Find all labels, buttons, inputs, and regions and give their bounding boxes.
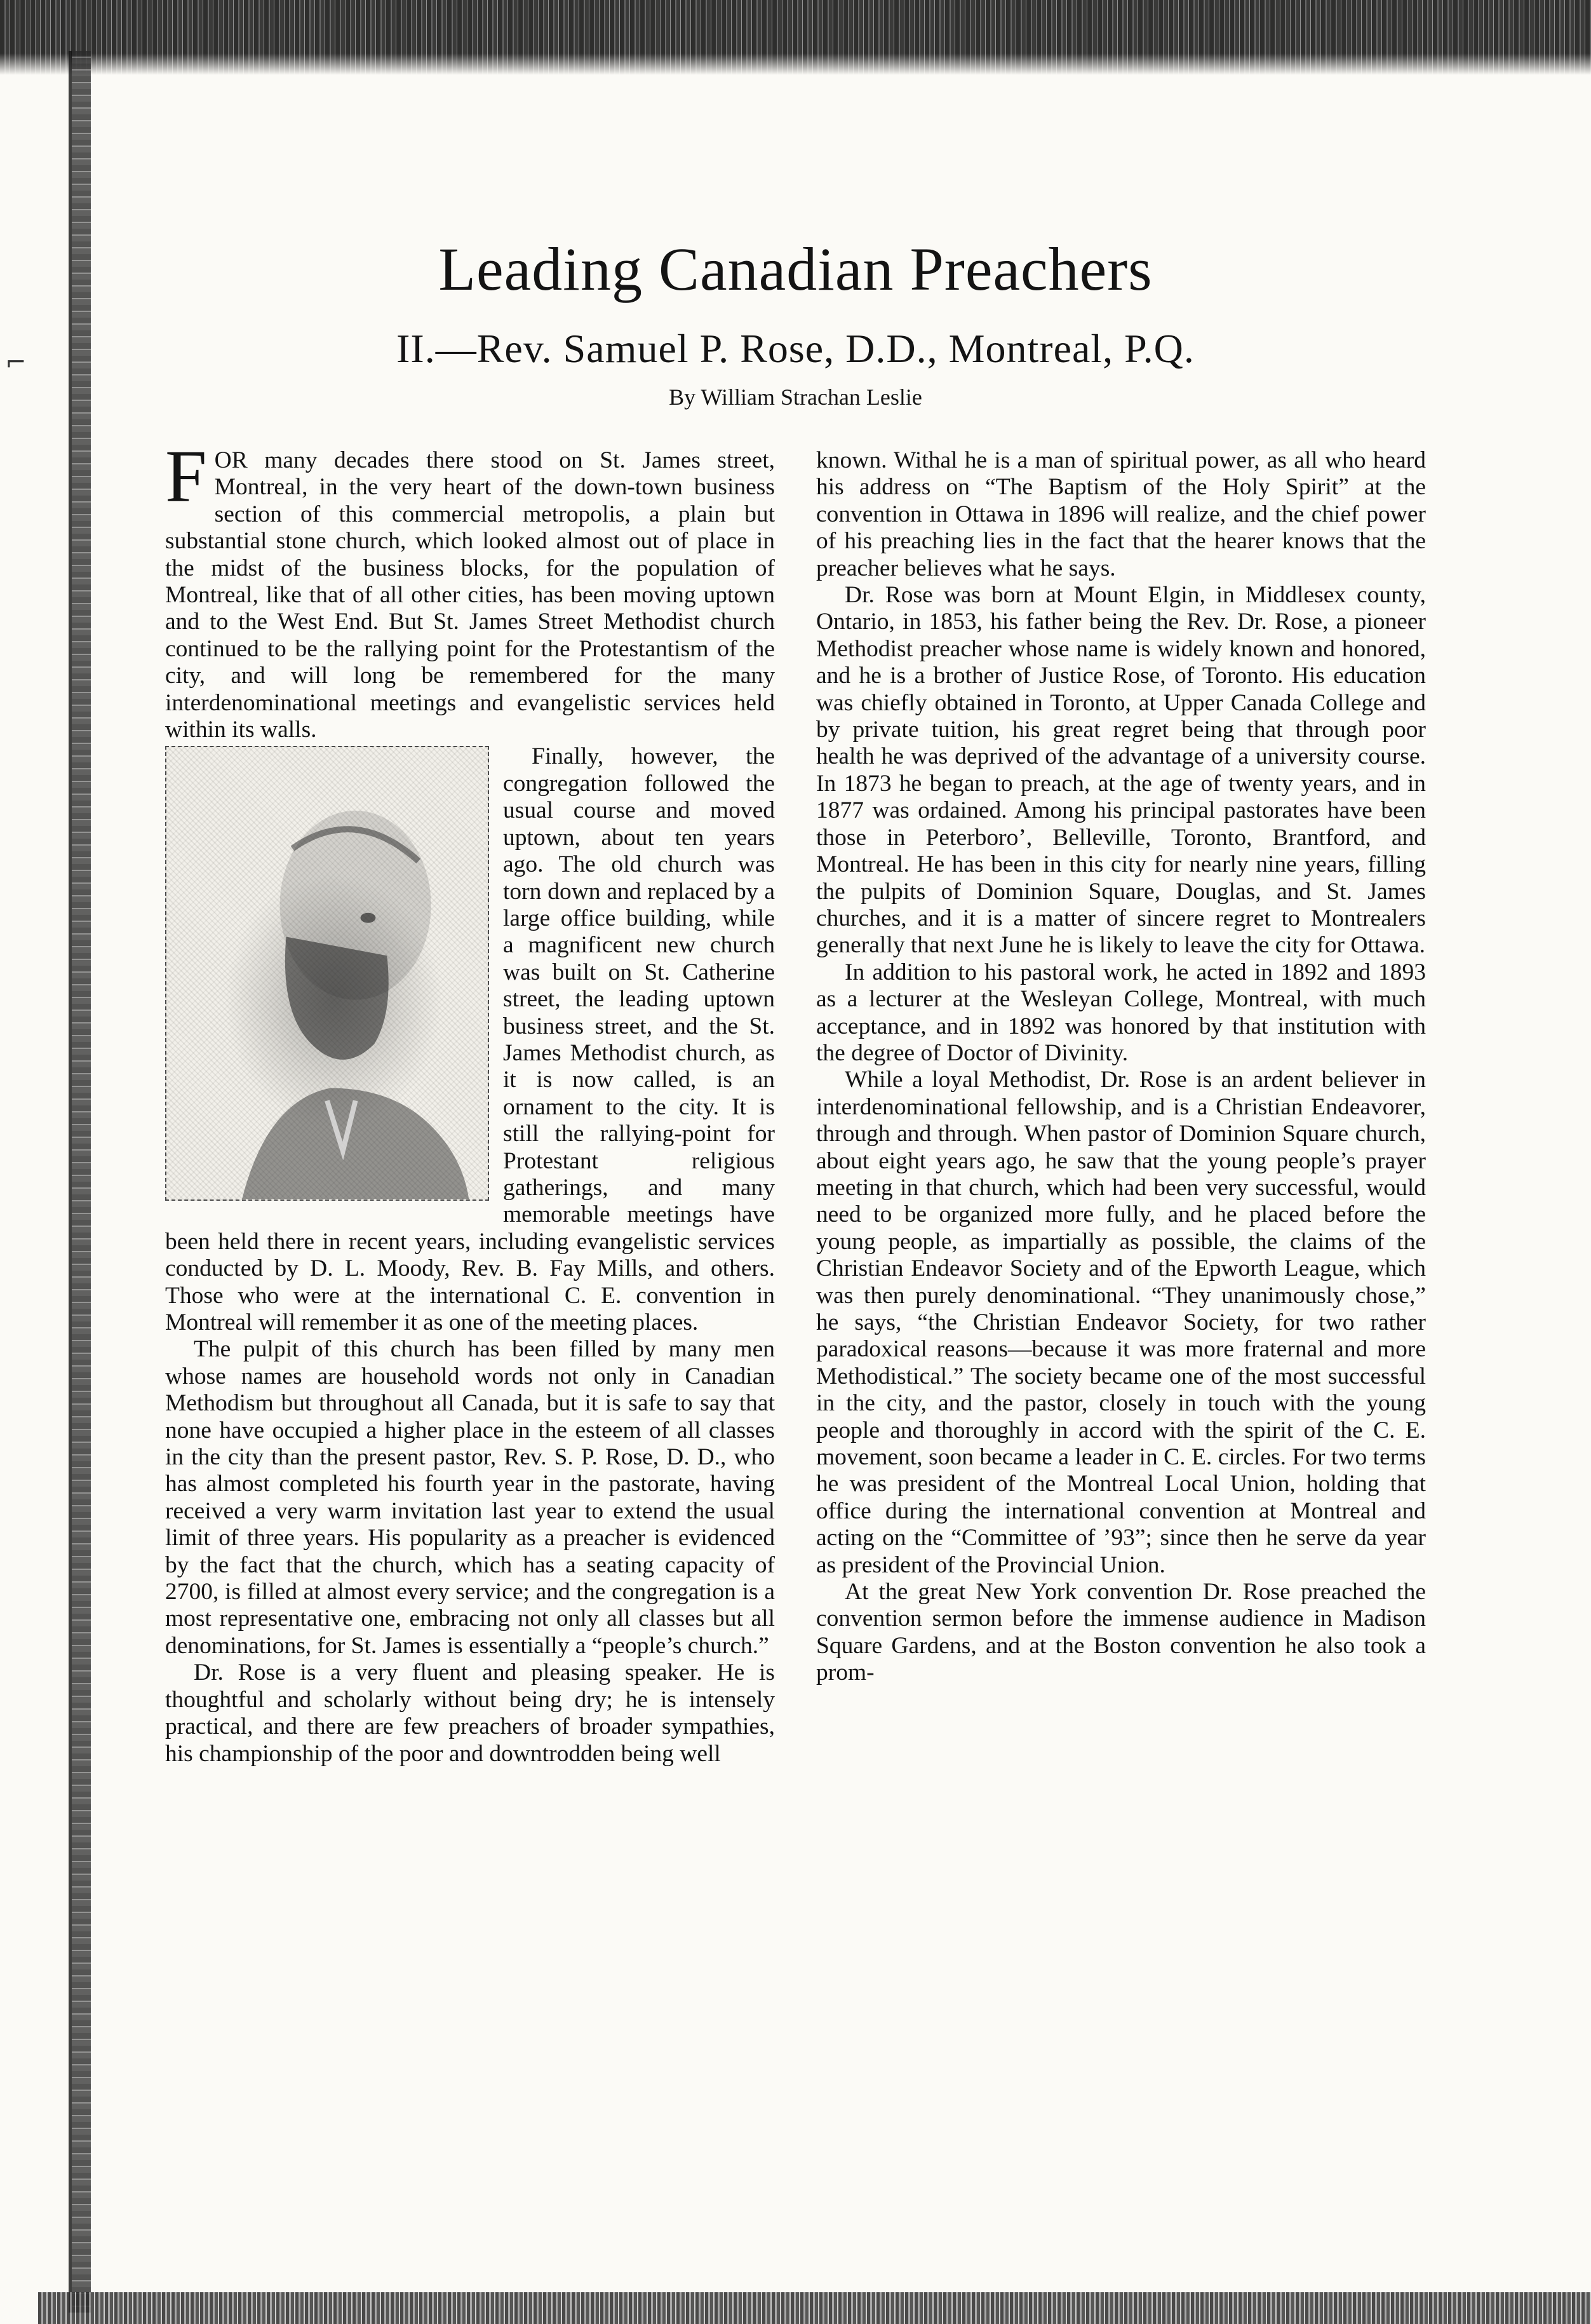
paragraph: The pulpit of this church has been filled by many men whose names are household words not only in Canadian Methodism but throughout all Canada, but it is safe to say that none have occupied a higher place in the esteem of all classes in the city than the present pastor, Rev. S. P. Rose, D. D., who has almost completed his fourth year in the pastorate, having received a very warm invitation last year to extend the usual limit of three years. His popularity as a preacher is evidenced by the fact that the church, which has a seating capacity of 2700, is filled at almost every service; and the congregation is a most representative one, embracing not only all classes but all denominations, for St. James is essentially a “people’s church.”: [165, 1336, 775, 1659]
paragraph: known. Withal he is a man of spiritual power, as all who heard his address on “The Baptism of the Holy Spirit” at the convention in Ottawa in 1896 will realize, and the chief power of his preaching lies in the fact that the hearer knows that the preacher believes what he says.: [816, 447, 1426, 581]
scan-border-top: [0, 0, 1591, 75]
article-title: Leading Canadian Preachers: [438, 235, 1153, 303]
article-subtitle: II.—Rev. Samuel P. Rose, D.D., Montreal, P.Q.: [396, 326, 1195, 371]
paragraph-text: OR many decades there stood on St. James street, Montreal, in the very heart of the down-town business section of this commercial metropolis, a plain but substantial stone church, which looked almost out of place in the midst of the business blocks, for the population of Montreal, like that of all other cities, has been moving uptown and to the West End. But St. James Street Methodist church continued to be the rallying point for the Protestantism of the city, and will long be remembered for the many interdenominational meetings and evangelistic services held within its walls.: [165, 447, 775, 743]
right-column: [816, 447, 1426, 2283]
paragraph: Dr. Rose is a very fluent and pleasing speaker. He is thoughtful and scholarly without being dry; he is intensely practical, and there are few preachers of broader sympathies, his championship of the poor and downtrodden being well: [165, 1659, 775, 1767]
paragraph: While a loyal Methodist, Dr. Rose is an ardent believer in interdenominational fellowship, and is a Christian Endeavorer, through and through. When pastor of Dominion Square church, about eight years ago, he saw that the young people’s prayer meeting in that church, which had been very successful, would need to be organized more fully, and he placed before the young people, as impartially as possible, the claims of the Christian Endeavor Society and of the Epworth League, which was then purely denominational. “They unanimously chose,” he says, “the Christian Endeavor Society, for two rather paradoxical reasons—because it was more fraternal and more Methodistical.” The society became one of the most successful in the city, and the pastor, closely in touch with the young people and thoroughly in accord with the spirit of the C. E. movement, soon became a leader in C. E. circles. For two terms he was president of the Montreal Local Union, holding that office during the international convention at Montreal and acting on the “Committee of ’93”; since then he serve da year as president of the Provincial Union.: [816, 1067, 1426, 1578]
left-column: [165, 447, 775, 2283]
paragraph-text: Finally, however, the congregation followed the usual course and moved uptown, about ten years ago. The old church was torn down and replaced by a large office building, while a magnificent new church was built on St. Catherine street, the leading uptown business street, and the St. James Methodist church, as it is now called, is an ornament to the city. It is still the rallying-point for Protestant religious gatherings, and many memorable meetings have been held there in recent years, including evangelistic services conducted by D. L. Moody, Rev. B. Fay Mills, and others. Those who were at the international C. E. convention in Montreal will remember it as one of the meeting places.: [165, 743, 775, 1335]
drop-cap: F: [165, 447, 207, 518]
scan-border-bottom: [38, 2292, 1591, 2324]
portrait-image: [165, 746, 489, 1201]
paragraph: Dr. Rose was born at Mount Elgin, in Middlesex county, Ontario, in 1853, his father being the Rev. Dr. Rose, a pioneer Methodist preacher whose name is widely known and honored, and he is a brother of Justice Rose, of Toronto. His education was chiefly obtained in Toronto, at Upper Canada College and by private tuition, his great regret being that through poor health he was deprived of the advantage of a university course. In 1873 he began to preach, at the age of twenty years, and in 1877 was ordained. Among his principal pastorates have been those in Peterboro’, Belleville, Toronto, Brantford, and Montreal. He has been in this city for nearly nine years, filling the pulpits of Dominion Square, Douglas, and St. James churches, and it is a matter of sincere regret to Montrealers generally that next June he is likely to leave the city for Ottawa.: [816, 582, 1426, 959]
paragraph: [165, 447, 775, 743]
paragraph: [165, 743, 775, 1336]
margin-mark: ⌐: [5, 348, 27, 377]
article-byline: By William Strachan Leslie: [669, 384, 922, 410]
portrait-engraving: [166, 747, 488, 1199]
paragraph: In addition to his pastoral work, he acted in 1892 and 1893 as a lecturer at the Wesleyan College, Montreal, with much acceptance, and in 1892 was honored by that institution with the degree of Doctor of Divinity.: [816, 959, 1426, 1066]
paragraph: At the great New York convention Dr. Rose preached the convention sermon before the immense audience in Madison Square Gardens, and at the Boston convention he also took a prom-: [816, 1579, 1426, 1686]
